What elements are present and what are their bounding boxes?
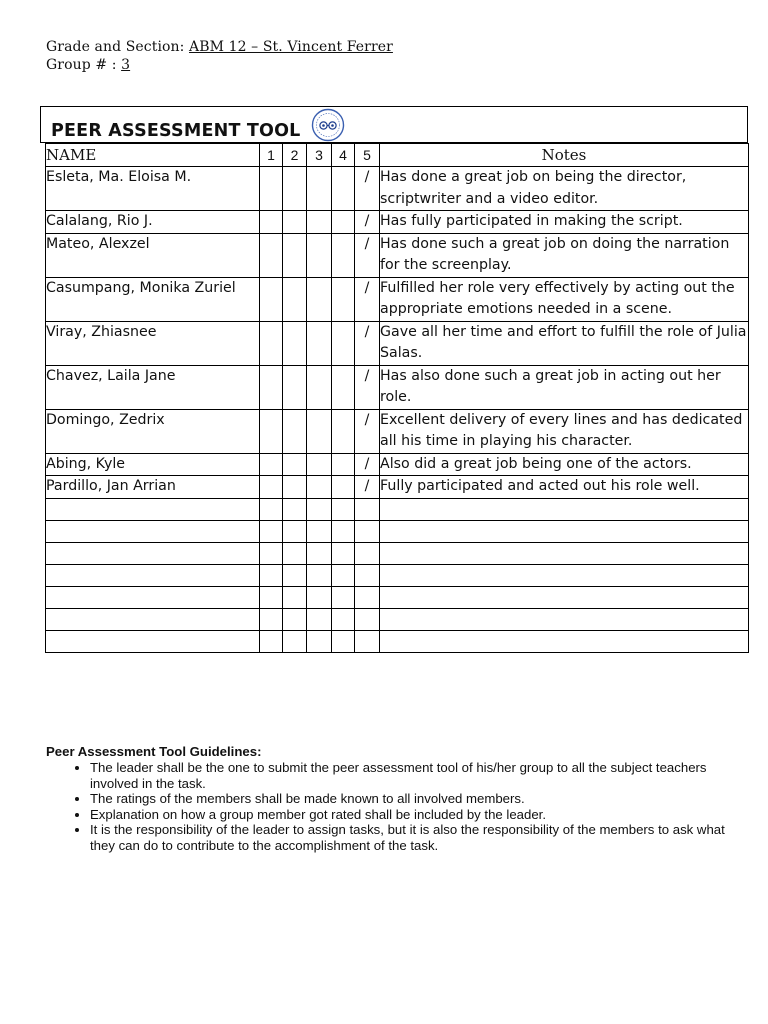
rating-3-cell (307, 453, 332, 476)
empty-cell (283, 630, 307, 652)
rating-2-cell (283, 321, 307, 365)
empty-cell (46, 498, 260, 520)
rating-2-cell (283, 409, 307, 453)
grade-section-label: Grade and Section: (46, 39, 190, 55)
empty-cell (355, 630, 380, 652)
rating-4-cell (332, 277, 355, 321)
empty-cell (380, 542, 749, 564)
empty-cell (332, 520, 355, 542)
empty-cell (260, 608, 283, 630)
table-row (46, 167, 749, 211)
member-notes: Has done a great job on being the director, scriptwriter and a video editor. (380, 167, 749, 211)
rating-5-mark: / (355, 233, 380, 277)
empty-cell (283, 542, 307, 564)
rating-4-header: 4 (332, 144, 355, 167)
rating-5-mark: / (355, 321, 380, 365)
empty-cell (355, 542, 380, 564)
member-name: Viray, Zhiasnee (46, 321, 260, 365)
rating-1-cell (260, 211, 283, 234)
group-number-label: Group # : (46, 57, 122, 73)
rating-2-cell (283, 167, 307, 211)
table-row (46, 453, 749, 476)
member-notes: Has done such a great job on doing the narration for the screenplay. (380, 233, 749, 277)
member-notes: Gave all her time and effort to fulfill the role of Julia Salas. (380, 321, 749, 365)
notes-column-header: Notes (380, 144, 749, 167)
empty-cell (46, 564, 260, 586)
empty-cell (355, 586, 380, 608)
member-notes: Also did a great job being one of the actors. (380, 453, 749, 476)
rating-3-cell (307, 321, 332, 365)
empty-cell (307, 520, 332, 542)
rating-2-header: 2 (283, 144, 307, 167)
empty-cell (332, 608, 355, 630)
empty-cell (332, 630, 355, 652)
rating-4-cell (332, 211, 355, 234)
rating-2-cell (283, 233, 307, 277)
rating-2-cell (283, 365, 307, 409)
rating-3-cell (307, 365, 332, 409)
rating-4-cell (332, 409, 355, 453)
table-row (46, 321, 749, 365)
page-title: PEER ASSESSMENT TOOL (51, 121, 301, 141)
empty-cell (307, 630, 332, 652)
empty-cell (332, 498, 355, 520)
guideline-item: • The leader shall be the one to submit the peer assessment tool of his/her group to all the subject teachers involved in the task. (90, 760, 736, 791)
peer-assessment-table (45, 143, 749, 653)
empty-cell (307, 608, 332, 630)
empty-table-row (46, 498, 749, 520)
empty-table-row (46, 630, 749, 652)
empty-cell (46, 520, 260, 542)
rating-1-cell (260, 409, 283, 453)
rating-5-header: 5 (355, 144, 380, 167)
rating-3-cell (307, 476, 332, 499)
member-notes: Fully participated and acted out his role well. (380, 476, 749, 499)
rating-2-cell (283, 211, 307, 234)
member-name: Abing, Kyle (46, 453, 260, 476)
empty-cell (307, 498, 332, 520)
rating-3-header: 3 (307, 144, 332, 167)
empty-cell (46, 542, 260, 564)
rating-5-mark: / (355, 167, 380, 211)
table-row (46, 277, 749, 321)
empty-cell (260, 520, 283, 542)
rating-5-mark: / (355, 277, 380, 321)
guidelines-title: Peer Assessment Tool Guidelines: (46, 744, 262, 759)
name-column-header: NAME (46, 144, 260, 167)
rating-4-cell (332, 321, 355, 365)
group-number-value: 3 (121, 57, 131, 73)
rating-5-mark: / (355, 211, 380, 234)
table-row (46, 211, 749, 234)
empty-cell (380, 586, 749, 608)
rating-5-mark: / (355, 409, 380, 453)
guideline-item: • It is the responsibility of the leader to assign tasks, but it is also the responsibility of the members to ask what they can do to contribute to the accomplishment of the task. (90, 822, 736, 853)
rating-4-cell (332, 453, 355, 476)
rating-5-mark: / (355, 365, 380, 409)
rating-3-cell (307, 233, 332, 277)
empty-cell (332, 542, 355, 564)
empty-cell (260, 564, 283, 586)
empty-cell (307, 586, 332, 608)
member-notes: Has also done such a great job in acting out her role. (380, 365, 749, 409)
table-header-row (46, 144, 749, 167)
rating-4-cell (332, 167, 355, 211)
empty-table-row (46, 542, 749, 564)
member-name: Casumpang, Monika Zuriel (46, 277, 260, 321)
empty-table-row (46, 520, 749, 542)
empty-cell (260, 630, 283, 652)
empty-cell (283, 520, 307, 542)
grade-section-line (46, 39, 393, 55)
member-notes: Excellent delivery of every lines and has dedicated all his time in playing his character. (380, 409, 749, 453)
empty-cell (380, 498, 749, 520)
guidelines-list (46, 760, 736, 854)
rating-3-cell (307, 277, 332, 321)
member-name: Pardillo, Jan Arrian (46, 476, 260, 499)
empty-cell (283, 586, 307, 608)
empty-cell (260, 542, 283, 564)
rating-1-cell (260, 167, 283, 211)
rating-4-cell (332, 233, 355, 277)
guideline-item: • Explanation on how a group member got rated shall be included by the leader. (90, 807, 736, 823)
empty-table-row (46, 586, 749, 608)
table-row (46, 233, 749, 277)
empty-cell (307, 542, 332, 564)
empty-cell (355, 564, 380, 586)
rating-5-mark: / (355, 453, 380, 476)
table-row (46, 365, 749, 409)
rating-1-cell (260, 453, 283, 476)
table-row (46, 476, 749, 499)
member-name: Esleta, Ma. Eloisa M. (46, 167, 260, 211)
empty-cell (283, 564, 307, 586)
rating-3-cell (307, 409, 332, 453)
empty-cell (380, 564, 749, 586)
member-notes: Has fully participated in making the script. (380, 211, 749, 234)
member-name: Mateo, Alexzel (46, 233, 260, 277)
member-name: Domingo, Zedrix (46, 409, 260, 453)
empty-cell (355, 498, 380, 520)
rating-3-cell (307, 167, 332, 211)
table-row (46, 409, 749, 453)
rating-2-cell (283, 277, 307, 321)
rating-1-cell (260, 365, 283, 409)
empty-cell (46, 608, 260, 630)
rating-1-cell (260, 233, 283, 277)
empty-cell (332, 564, 355, 586)
empty-cell (380, 520, 749, 542)
rating-2-cell (283, 476, 307, 499)
empty-cell (307, 564, 332, 586)
grade-section-value: ABM 12 – St. Vincent Ferrer (189, 39, 393, 55)
rating-5-mark: / (355, 476, 380, 499)
empty-cell (260, 498, 283, 520)
empty-cell (355, 608, 380, 630)
empty-cell (46, 586, 260, 608)
guidelines-section (46, 744, 736, 854)
rating-1-cell (260, 277, 283, 321)
member-notes: Fulfilled her role very effectively by acting out the appropriate emotions needed in a scene. (380, 277, 749, 321)
rating-1-header: 1 (260, 144, 283, 167)
empty-cell (355, 520, 380, 542)
rating-1-cell (260, 321, 283, 365)
rating-1-cell (260, 476, 283, 499)
empty-cell (283, 498, 307, 520)
school-logo-icon (311, 108, 345, 142)
rating-4-cell (332, 365, 355, 409)
empty-cell (46, 630, 260, 652)
rating-4-cell (332, 476, 355, 499)
empty-cell (260, 586, 283, 608)
member-name: Chavez, Laila Jane (46, 365, 260, 409)
empty-table-row (46, 564, 749, 586)
guideline-item: • The ratings of the members shall be made known to all involved members. (90, 791, 736, 807)
empty-cell (283, 608, 307, 630)
empty-table-row (46, 608, 749, 630)
member-name: Calalang, Rio J. (46, 211, 260, 234)
rating-2-cell (283, 453, 307, 476)
empty-cell (380, 630, 749, 652)
empty-cell (380, 608, 749, 630)
empty-cell (332, 586, 355, 608)
rating-3-cell (307, 211, 332, 234)
group-number-line (46, 57, 130, 73)
